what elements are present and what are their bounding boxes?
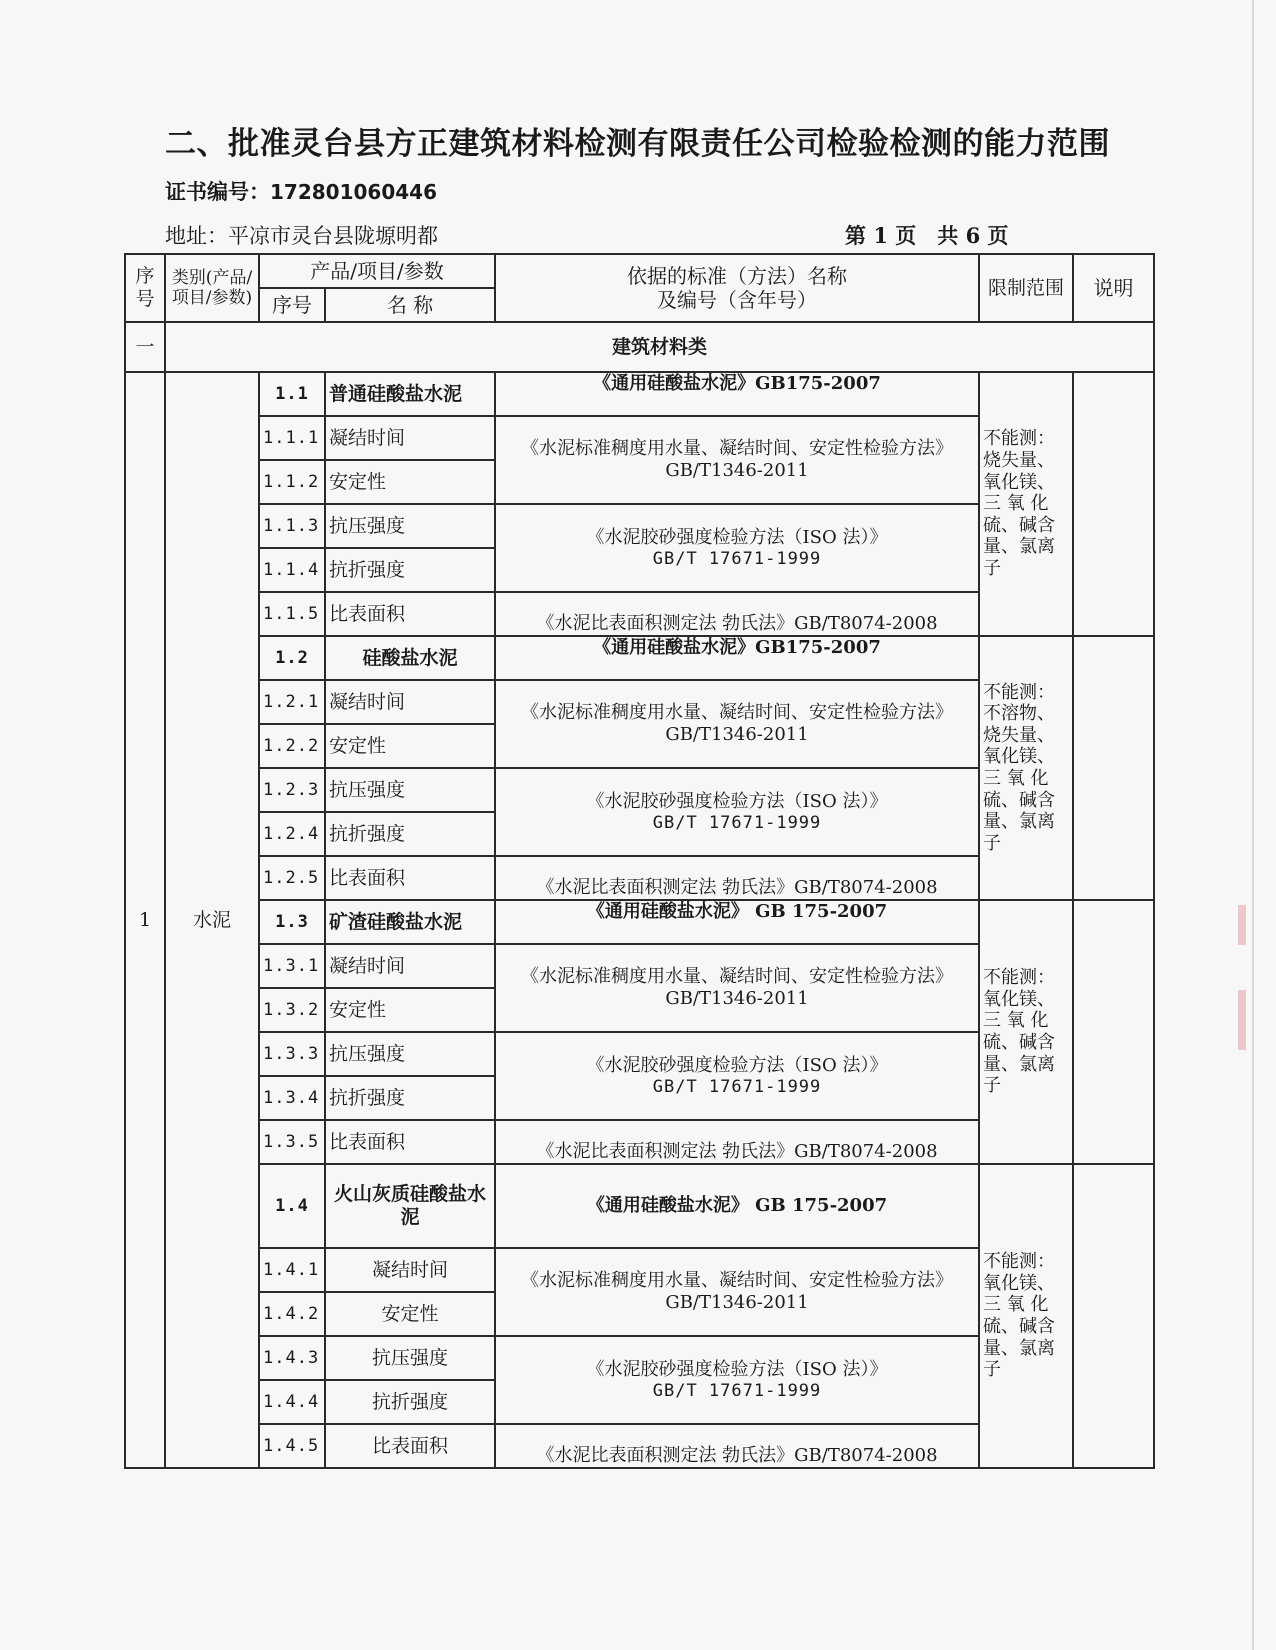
item-code: 1.1.4 [259,548,325,592]
standard-strength [495,504,979,592]
standard-consistency: 《水泥标准稠度用水量、凝结时间、安定性检验方法》GB/T1346-2011 [495,944,979,1032]
standard-strength-code: GB/T 17671-1999 [652,812,822,833]
item-name: 凝结时间 [325,944,495,988]
item-code: 1.3.5 [259,1120,325,1164]
product-code: 1.4 [259,1164,325,1248]
item-name: 凝结时间 [325,680,495,724]
col-limit: 限制范围 [979,254,1073,322]
item-name: 安定性 [325,988,495,1032]
item-code: 1.3.3 [259,1032,325,1076]
item-name: 抗折强度 [325,1076,495,1120]
page-total: 6 [965,223,981,248]
item-name: 抗折强度 [325,548,495,592]
category-name: 建筑材料类 [165,322,1154,372]
standard-surface: 《水泥比表面积测定法 勃氏法》GB/T8074-2008 [495,1120,979,1164]
item-name: 安定性 [325,1292,495,1336]
standard-strength-code: GB/T 17671-1999 [652,1076,822,1097]
limit-range: 不能测：不溶物、烧失量、氧化镁、三 氧 化硫、碱含量、氯离子 [979,636,1073,900]
category-row [125,322,1154,372]
category-seq: 一 [125,322,165,372]
item-code: 1.4.2 [259,1292,325,1336]
product-name: 硅酸盐水泥 [325,636,495,680]
page-indicator: 第 1 页 共 6 页 [845,223,1009,248]
item-code: 1.2.4 [259,812,325,856]
item-name: 凝结时间 [325,1248,495,1292]
cert-number: 172801060446 [270,180,437,204]
item-name: 比表面积 [325,1120,495,1164]
item-code: 1.1.1 [259,416,325,460]
standard-general: 《通用硅酸盐水泥》GB175-2007 [495,372,979,416]
standard-strength-title: 《水泥胶砂强度检验方法（ISO 法）》 [586,527,888,548]
standard-consistency: 《水泥标准稠度用水量、凝结时间、安定性检验方法》GB/T1346-2011 [495,1248,979,1336]
standard-strength [495,768,979,856]
seal-fragment [1238,905,1246,945]
limit-range: 不能测：烧失量、氧化镁、三 氧 化硫、碱含量、氯离子 [979,372,1073,636]
note-cell [1073,636,1154,900]
col-seq: 序号 [125,254,165,322]
item-name: 抗折强度 [325,812,495,856]
product-name: 火山灰质硅酸盐水泥 [325,1164,495,1248]
group-seq: 1 [125,372,165,1468]
standard-surface: 《水泥比表面积测定法 勃氏法》GB/T8074-2008 [495,856,979,900]
product-row [125,1164,1154,1248]
item-code: 1.2.1 [259,680,325,724]
item-code: 1.2.2 [259,724,325,768]
item-code: 1.4.5 [259,1424,325,1468]
standard-surface: 《水泥比表面积测定法 勃氏法》GB/T8074-2008 [495,1424,979,1468]
col-note: 说明 [1073,254,1154,322]
page-edge [1252,0,1254,1650]
item-code: 1.4.1 [259,1248,325,1292]
item-name: 抗折强度 [325,1380,495,1424]
item-name: 比表面积 [325,592,495,636]
address-line: 地址：平凉市灵台县陇塬明都 [165,224,438,248]
standard-strength-title: 《水泥胶砂强度检验方法（ISO 法）》 [586,791,888,812]
product-row [125,372,1154,416]
standard-strength-title: 《水泥胶砂强度检验方法（ISO 法）》 [586,1055,888,1076]
item-code: 1.3.1 [259,944,325,988]
item-code: 1.2.5 [259,856,325,900]
product-name: 普通硅酸盐水泥 [325,372,495,416]
product-row [125,636,1154,680]
standard-consistency: 《水泥标准稠度用水量、凝结时间、安定性检验方法》GB/T1346-2011 [495,680,979,768]
product-code: 1.3 [259,900,325,944]
product-code: 1.2 [259,636,325,680]
group-name: 水泥 [165,372,259,1468]
product-code: 1.1 [259,372,325,416]
item-code: 1.1.3 [259,504,325,548]
product-name: 矿渣硅酸盐水泥 [325,900,495,944]
note-cell [1073,372,1154,636]
standard-strength [495,1032,979,1120]
cert-label: 证书编号： [165,179,270,204]
item-code: 1.3.2 [259,988,325,1032]
col-name: 名 称 [325,288,495,322]
standard-strength [495,1336,979,1424]
item-code: 1.4.3 [259,1336,325,1380]
item-name: 安定性 [325,724,495,768]
standard-strength-code: GB/T 17671-1999 [652,1380,822,1401]
certificate-line [165,176,437,206]
page-title: 二、批准灵台县方正建筑材料检测有限责任公司检验检测的能力范围 [165,126,1110,162]
limit-range: 不能测：氧化镁、三 氧 化硫、碱含量、氯离子 [979,900,1073,1164]
item-name: 比表面积 [325,1424,495,1468]
standard-surface: 《水泥比表面积测定法 勃氏法》GB/T8074-2008 [495,592,979,636]
seal-fragment [1238,990,1246,1050]
standard-general: 《通用硅酸盐水泥》GB175-2007 [495,636,979,680]
table-header-row-1 [125,254,1154,288]
item-name: 抗压强度 [325,504,495,548]
col-product-group: 产品/项目/参数 [259,254,495,288]
item-code: 1.1.2 [259,460,325,504]
standard-strength-code: GB/T 17671-1999 [652,548,822,569]
col-sub-seq: 序号 [259,288,325,322]
limit-range: 不能测：氧化镁、三 氧 化硫、碱含量、氯离子 [979,1164,1073,1468]
capability-table [124,253,1155,1469]
item-code: 1.2.3 [259,768,325,812]
item-name: 安定性 [325,460,495,504]
item-name: 抗压强度 [325,768,495,812]
item-code: 1.3.4 [259,1076,325,1120]
standard-general: 《通用硅酸盐水泥》 GB 175-2007 [495,900,979,944]
col-category: 类别(产品/项目/参数) [165,254,259,322]
standard-general: 《通用硅酸盐水泥》 GB 175-2007 [495,1164,979,1248]
standard-consistency: 《水泥标准稠度用水量、凝结时间、安定性检验方法》GB/T1346-2011 [495,416,979,504]
page-number: 1 [873,223,888,248]
note-cell [1073,1164,1154,1468]
note-cell [1073,900,1154,1164]
product-row [125,900,1154,944]
item-name: 比表面积 [325,856,495,900]
item-name: 凝结时间 [325,416,495,460]
col-standard: 依据的标准（方法）名称 及编号（含年号） [495,254,979,322]
item-code: 1.4.4 [259,1380,325,1424]
item-name: 抗压强度 [325,1032,495,1076]
item-name: 抗压强度 [325,1336,495,1380]
standard-strength-title: 《水泥胶砂强度检验方法（ISO 法）》 [586,1359,888,1380]
item-code: 1.1.5 [259,592,325,636]
